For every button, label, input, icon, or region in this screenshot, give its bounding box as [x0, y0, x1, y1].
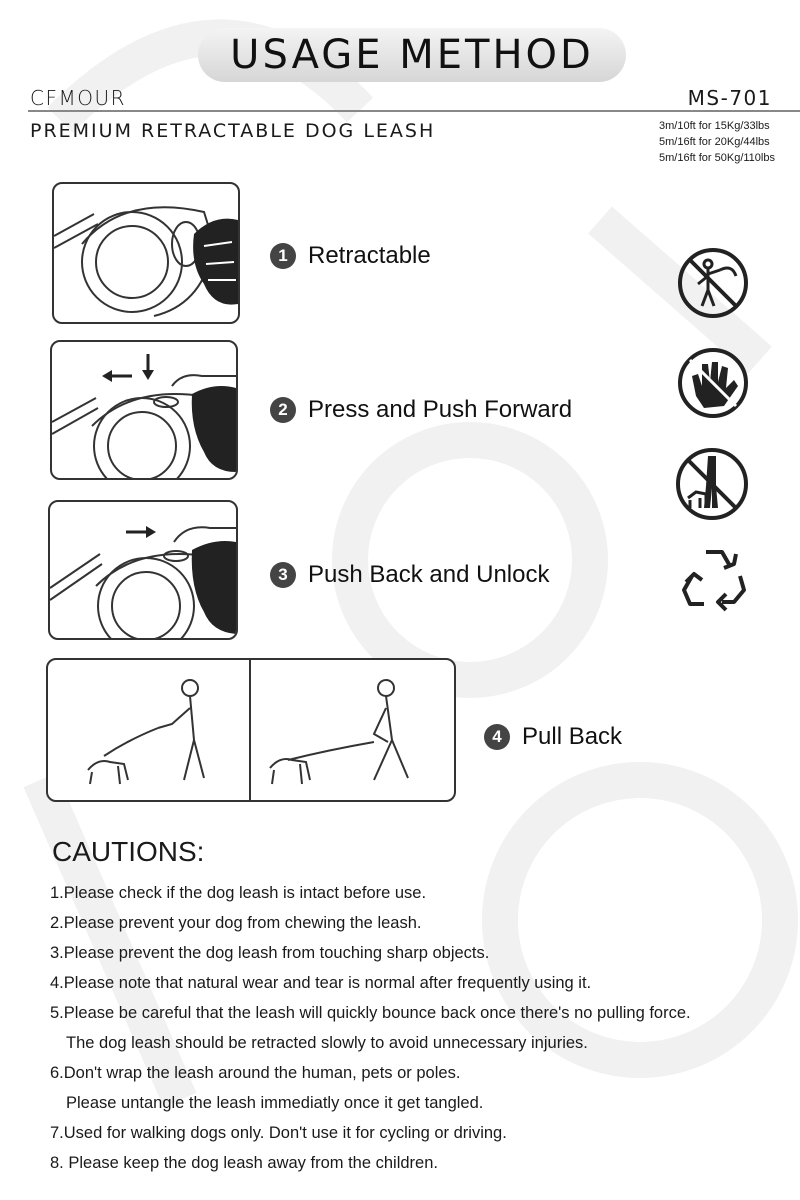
step-number: 3 [270, 562, 296, 588]
spec-line: 5m/16ft for 50Kg/110lbs [659, 152, 775, 164]
step-2-illustration [50, 340, 238, 480]
no-hand-icon [676, 346, 750, 420]
product-name: PREMIUM RETRACTABLE DOG LEASH [30, 120, 436, 142]
step-3-illustration [48, 500, 238, 640]
caution-item: 7.Used for walking dogs only. Don't use it for cycling or driving. [50, 1124, 507, 1142]
cautions-list [50, 878, 691, 1178]
caution-item: 3.Please prevent the dog leash from touching sharp objects. [50, 944, 490, 962]
step-3 [270, 561, 549, 589]
page-title: USAGE METHOD [230, 32, 594, 78]
step-4-illustration [46, 658, 456, 802]
caution-item: Please untangle the leash immediatly once it get tangled. [66, 1094, 484, 1112]
step-label: Press and Push Forward [308, 396, 573, 423]
no-person-icon [676, 246, 750, 320]
no-dog-walk-icon [674, 446, 750, 522]
step-label: Retractable [308, 242, 431, 269]
step-2 [270, 396, 572, 424]
pull-back-illustration [48, 660, 454, 800]
step-number: 4 [484, 724, 510, 750]
caution-item: 8. Please keep the dog leash away from the children. [50, 1154, 438, 1172]
spec-line: 5m/16ft for 20Kg/44lbs [659, 136, 770, 148]
push-back-illustration [50, 502, 236, 638]
leash-handle-illustration [54, 184, 238, 322]
caution-item: 2.Please prevent your dog from chewing the leash. [50, 914, 422, 932]
title-banner [198, 28, 626, 82]
recycle-icon [678, 542, 750, 614]
press-forward-illustration [52, 342, 236, 478]
caution-item: The dog leash should be retracted slowly to avoid unnecessary injuries. [66, 1034, 588, 1052]
spec-list [659, 118, 775, 166]
step-number: 2 [270, 397, 296, 423]
step-4 [484, 723, 622, 751]
brand-name: CFMOUR [30, 86, 127, 110]
step-1 [270, 242, 431, 270]
step-1-illustration [52, 182, 240, 324]
caution-item: 5.Please be careful that the leash will quickly bounce back once there's no pulling force. [50, 1004, 691, 1022]
spec-line: 3m/10ft for 15Kg/33lbs [659, 120, 770, 132]
caution-item: 1.Please check if the dog leash is intact before use. [50, 884, 427, 902]
step-label: Pull Back [522, 723, 623, 750]
caution-item: 4.Please note that natural wear and tear is normal after frequently using it. [50, 974, 592, 992]
step-number: 1 [270, 243, 296, 269]
cautions-heading: CAUTIONS: [52, 836, 205, 867]
header-divider [28, 110, 800, 112]
caution-item: 6.Don't wrap the leash around the human, pets or poles. [50, 1064, 461, 1082]
model-number: MS-701 [687, 86, 772, 110]
step-label: Push Back and Unlock [308, 561, 550, 588]
